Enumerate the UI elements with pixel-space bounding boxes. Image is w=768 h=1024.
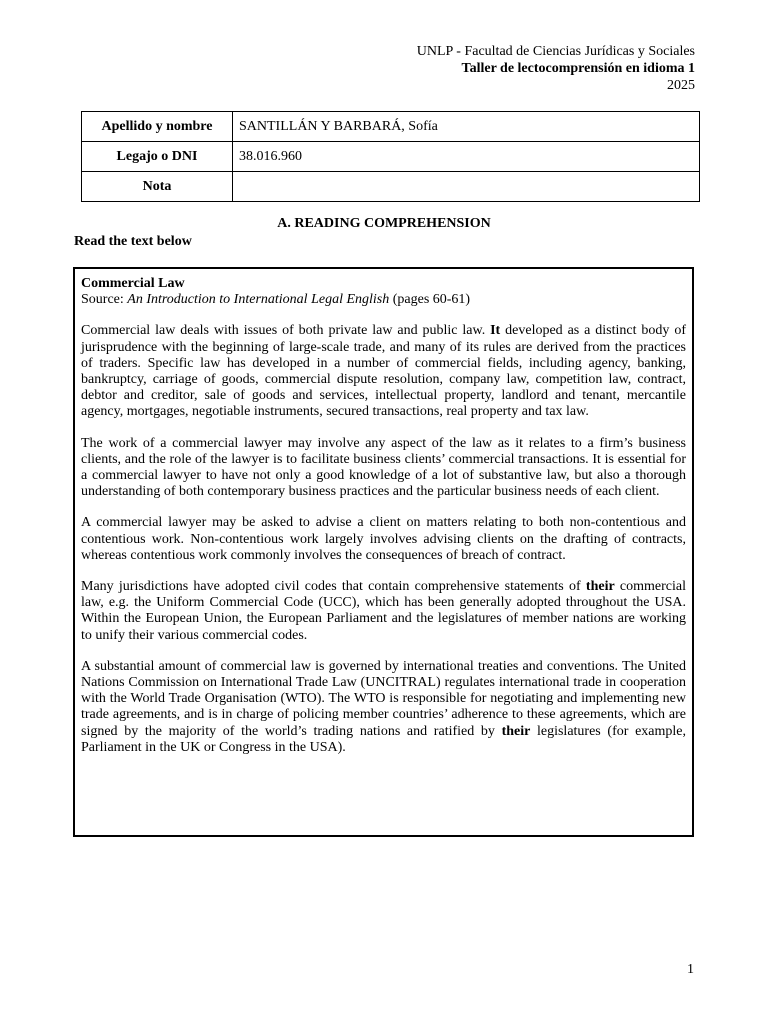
paragraph-5-text-a: A substantial amount of commercial law is governed by international treaties and conventions. The United Nations Commission on International Trade Law (UNCITRAL) regulates international trade in cooperation with the World Trade Organisation (WTO). The WTO is responsible for negotiating and implementing new trade agreements, and is in charge of policing member countries’ adherence to these agreements, which are signed by the majority of the world’s trading nations and ratified by [81, 658, 686, 739]
article-title: Commercial Law [81, 276, 185, 291]
year-line: 2025 [667, 78, 695, 93]
id-value: 38.016.960 [233, 142, 700, 172]
paragraph-2: The work of a commercial lawyer may involve any aspect of the law as it relates to a firm’s business clients, and the role of the lawyer is to facilitate business clients’ commercial transactions. It is essential for a commercial lawyer to have not only a good knowledge of a lot of substantive law, but also a thorough understanding of both contemporary business practices and the particular business needs of each client. [81, 435, 686, 500]
institution-line: UNLP - Facultad de Ciencias Jurídicas y Sociales [416, 44, 695, 59]
paragraph-1-highlight: It [490, 323, 501, 339]
table-row [82, 142, 700, 172]
source-label: Source: [81, 292, 128, 308]
paragraph-1 [81, 323, 686, 420]
instruction-text: Read the text below [74, 234, 192, 249]
student-info-table [81, 111, 700, 202]
grade-value [233, 172, 700, 202]
paragraph-4 [81, 579, 686, 644]
paragraph-4-text-a: Many jurisdictions have adopted civil codes that contain comprehensive statements of [81, 579, 586, 595]
paragraph-4-highlight: their [585, 579, 615, 595]
source-book-title: An Introduction to International Legal English [127, 292, 390, 308]
course-line: Taller de lectocomprensión en idioma 1 [461, 61, 695, 76]
paragraph-3: A commercial lawyer may be asked to advise a client on matters relating to both non-contentious and contentious work. Non-contentious work largely involves advising clients on the drafting of contracts, whereas contentious work commonly involves the consequences of breach of contract. [81, 515, 686, 563]
table-row [82, 112, 700, 142]
page-header [417, 43, 695, 94]
name-label: Apellido y nombre [82, 112, 233, 142]
paragraph-4-text-b: commercial law, e.g. the Uniform Commercial Code (UCC), which has been generally adopted throughout the USA. Within the European Union, the European Parliament and the legislatures of member nations are working to unify their various commercial codes. [81, 579, 687, 643]
id-label: Legajo o DNI [82, 142, 233, 172]
paragraph-5-highlight: their [501, 723, 531, 739]
name-value: SANTILLÁN Y BARBARÁ, Sofía [233, 112, 700, 142]
paragraph-1-text-b: developed as a distinct body of jurisprudence with the beginning of large-scale trade, and many of its rules are derived from the practices of traders. Specific law has developed in a number of commercial fields, including agency, banking, bankruptcy, carriage of goods, commercial dispute resolution, company law, competition law, contract, debtor and creditor, sale of goods and services, intellectual property, landlord and tenant, mercantile agency, mortgages, negotiable instruments, secured transactions, real property and tax law. [81, 323, 686, 420]
paragraph-1-text-a: Commercial law deals with issues of both private law and public law. [81, 323, 491, 339]
grade-label: Nota [82, 172, 233, 202]
paragraph-5 [81, 659, 686, 756]
table-row [82, 172, 700, 202]
reading-text-box [73, 267, 694, 837]
article-source [81, 292, 686, 308]
paragraph-5-text-b: legislatures (for example, Parliament in the UK or Congress in the USA). [81, 723, 686, 755]
page-number: 1 [687, 962, 694, 977]
section-title: A. READING COMPREHENSION [277, 216, 491, 231]
source-pages: (pages 60-61) [389, 292, 471, 308]
